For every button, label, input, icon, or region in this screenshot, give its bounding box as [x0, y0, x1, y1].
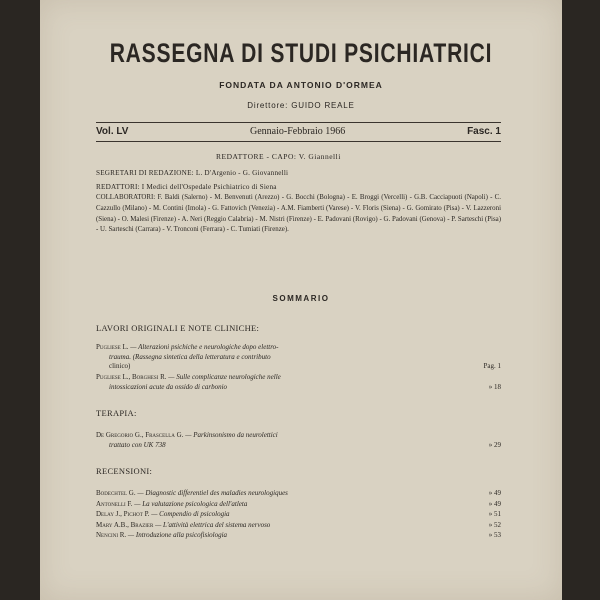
entry-title-line: — Alterazioni psichiche e neurologiche dopo elettro-	[130, 343, 279, 351]
review-page: » 53	[488, 531, 501, 539]
entry-title-line: intossicazioni acute da ossido di carbonio	[109, 382, 228, 391]
issue-date: Gennaio-Febbraio 1966	[250, 126, 346, 137]
review-entry	[96, 500, 501, 510]
entry-title-line: trauma. (Rassegna sintetica della letteratura e contributo	[109, 352, 271, 361]
review-author: Mary A.B., Brazier	[96, 520, 154, 529]
review-title: — La valutazione psicologica dell'atleta	[134, 499, 248, 508]
section-therapy: TERAPIA:	[96, 408, 137, 418]
review-entry	[96, 521, 501, 531]
review-entry	[96, 531, 501, 541]
director: Direttore: GUIDO REALE	[247, 101, 355, 110]
volume-number: Vol. LV	[96, 126, 129, 137]
founded-by: FONDATA DA ANTONIO D'ORMEA	[219, 80, 383, 90]
review-page: » 51	[488, 510, 501, 518]
entry-title-line: — Parkinsonismo da neurolettici	[185, 431, 278, 439]
entry-author: Pugliese L., Borghesi R.	[96, 373, 167, 381]
contents-heading: SOMMARIO	[272, 294, 330, 303]
entry-author: De Gregorio G., Frascella G.	[96, 431, 184, 439]
entry-title-line: trattato con UK 738	[109, 440, 166, 449]
toc-entry	[96, 431, 501, 451]
entry-page: » 29	[488, 440, 501, 449]
entry-page: » 18	[488, 382, 501, 391]
entry-title-line: clinico)	[109, 362, 131, 370]
review-entry	[96, 489, 501, 499]
editor-in-chief: REDATTORE - CAPO: V. Giannelli	[216, 152, 341, 161]
review-title: — Diagnostic differentiel des maladies neurologiques	[137, 489, 288, 497]
section-reviews: RECENSIONI:	[96, 466, 153, 476]
review-author: Nencini R.	[96, 531, 127, 539]
review-author: Bodechtel G.	[96, 489, 136, 497]
review-page: » 49	[488, 489, 501, 497]
review-title: — Introduzione alla psicofisiologia	[127, 531, 228, 539]
editors: REDATTORI: I Medici dell'Ospedale Psichiatrico di Siena	[96, 183, 277, 191]
review-page: » 49	[488, 499, 501, 508]
review-entry	[96, 510, 501, 520]
issue-line	[96, 126, 501, 140]
fascicle-number: Fasc. 1	[467, 126, 501, 137]
review-title: — Compendio di psicologia	[151, 510, 230, 518]
journal-title: RASSEGNA DI STUDI PSICHIATRICI	[109, 38, 493, 68]
entry-page: Pag. 1	[483, 362, 501, 370]
toc-entry	[96, 343, 501, 373]
entry-author: Pugliese L.	[96, 343, 129, 351]
entry-title-line: — Sulle complicanze neurologiche nelle	[168, 373, 281, 381]
journal-page	[40, 0, 562, 600]
reviews-list	[96, 489, 501, 541]
review-title: — L'attività elettrica del sistema nervoso	[155, 520, 271, 529]
bottom-rule	[96, 141, 501, 142]
collaborators: COLLABORATORI: F. Baldi (Salerno) - M. Benvenuti (Arezzo) - G. Bocchi (Bologna) - E. Broggi (Vercelli) - G.B. Cacciapuoti (Napoli) - C. Cazzullo (Milano) - M. Contini (Imola) - G. Fattovich (Venezia) - A.M. Fiamberti (Varese) - V. Floris (Siena) - G. Gomirato (Pisa) - V. Lazzeroni (Siena) - O. Malesi (Firenze) - A. Neri (Reggio Calabria) - M. Nistri (Firenze) - E. Padovani (Rovigo) - G. Padovani (Genova) - P. Sarteschi (Pisa) - U. Sarteschi (Carrara) - V. Tronconi (Ferrara) - C. Tumiati (Firenze).	[96, 194, 501, 234]
review-author: Delay J., Pichot P.	[96, 510, 150, 518]
review-author: Antonelli F.	[96, 499, 133, 508]
review-page: » 52	[488, 520, 501, 529]
section-original: LAVORI ORIGINALI E NOTE CLINICHE:	[96, 323, 260, 333]
top-rule	[96, 122, 501, 123]
toc-entry	[96, 373, 501, 393]
secretaries: SEGRETARI DI REDAZIONE: L. D'Argenio - G. Giovannelli	[96, 169, 289, 177]
